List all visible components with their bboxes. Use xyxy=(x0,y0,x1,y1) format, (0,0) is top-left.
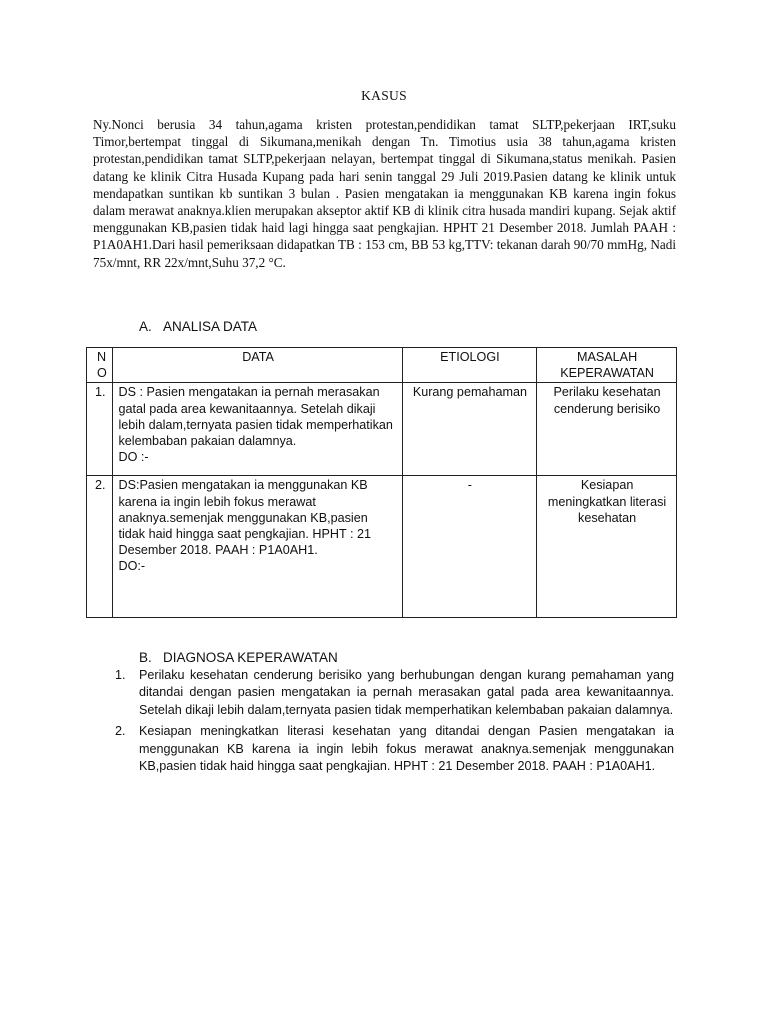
row-masalah: Kesiapan meningkatkan literasi kesehatan xyxy=(537,476,677,618)
row-etiologi: - xyxy=(402,476,537,618)
list-item-text: Kesiapan meningkatkan literasi kesehatan yang ditandai dengan Pasien mengatakan ia menggunakan KB karena ia ingin lebih fokus merawat anaknya.semenjak menggunakan KB,pasien tidak haid hingga saat pengkajian. HPHT : 21 Desember 2018. PAAH : P1A0AH1. xyxy=(139,724,674,774)
list-item-number: 1. xyxy=(115,668,126,682)
list-item-number: 2. xyxy=(115,724,126,739)
list-item xyxy=(115,723,674,775)
row-data-cell xyxy=(113,476,402,618)
row-masalah: Perilaku kesehatan cenderung berisiko xyxy=(537,383,677,476)
document-title: KASUS xyxy=(361,88,407,103)
row-number: 2. xyxy=(87,476,113,618)
section-b-letter: B. xyxy=(139,650,152,665)
row-do: DO:- xyxy=(118,559,146,574)
section-a-heading xyxy=(139,318,257,335)
table-row xyxy=(87,476,677,618)
list-item-text: Perilaku kesehatan cenderung berisiko yang berhubungan dengan kurang pemahaman yang ditandai dengan pasien mengatakan ia pernah merasakan gatal pada area kewanitaannya. Setelah dikaji lebih dalam,ternyata pasien tidak memperhatikan kelembaban pakaian dalamnya. xyxy=(139,668,674,717)
section-b-title: DIAGNOSA KEPERAWATAN xyxy=(163,650,338,665)
row-data-cell xyxy=(113,383,402,476)
diagnosa-list xyxy=(115,667,674,779)
analisa-data-table xyxy=(86,347,677,618)
row-ds: DS : Pasien mengatakan ia pernah merasakan gatal pada area kewanitaannya. Setelah dikaji lebih dalam,ternyata pasien tidak memperhatikan kelembaban pakaian dalamnya. xyxy=(118,385,393,449)
header-no: N O xyxy=(87,348,113,383)
row-number: 1. xyxy=(87,383,113,476)
list-item xyxy=(115,667,674,719)
case-description: Ny.Nonci berusia 34 tahun,agama kristen protestan,pendidikan tamat SLTP,pekerjaan IRT,suku Timor,bertempat tinggal di Sikumana,menikah dengan Tn. Timotius usia 38 tahun,agama kristen protestan,pendidikan tamat SLTP,pekerjaan nelayan, bertempat tinggal di Sikumana,status menikah. Pasien datang ke klinik Citra Husada Kupang pada hari senin tanggal 29 Juli 2019.Pasien datang ke klinik untuk mendapatkan suntikan kb suntikan 3 bulan . Pasien mengatakan ia menggunakan KB karena ingin fokus dalam merawat anaknya.klien merupakan akseptor aktif KB di klinik citra husada mandiri kupang. Sejak aktif menggunakan KB,pasien tidak haid lagi hingga saat pengkajian. HPHT 21 Desember 2018. Jumlah PAAH : P1A0AH1.Dari hasil pemeriksaan didapatkan TB : 153 cm, BB 53 kg,TTV: tekanan darah 90/70 mmHg, Nadi 75x/mnt, RR 22x/mnt,Suhu 37,2 °C. xyxy=(93,117,676,270)
section-a-title: ANALISA DATA xyxy=(163,319,258,334)
table-row xyxy=(87,383,677,476)
header-data: DATA xyxy=(113,348,402,383)
header-etiologi: ETIOLOGI xyxy=(402,348,537,383)
row-ds: DS:Pasien mengatakan ia menggunakan KB karena ia ingin lebih fokus merawat anaknya.semenjak menggunakan KB,pasien tidak haid hingga saat pengkajian. HPHT : 21 Desember 2018. PAAH : P1A0AH1. xyxy=(118,478,371,558)
header-masalah: MASALAH KEPERAWATAN xyxy=(537,348,677,383)
section-b-heading xyxy=(139,649,338,666)
row-do: DO :- xyxy=(118,450,149,465)
section-a-letter: A. xyxy=(139,319,152,334)
table-header-row xyxy=(87,348,677,383)
row-etiologi: Kurang pemahaman xyxy=(402,383,537,476)
